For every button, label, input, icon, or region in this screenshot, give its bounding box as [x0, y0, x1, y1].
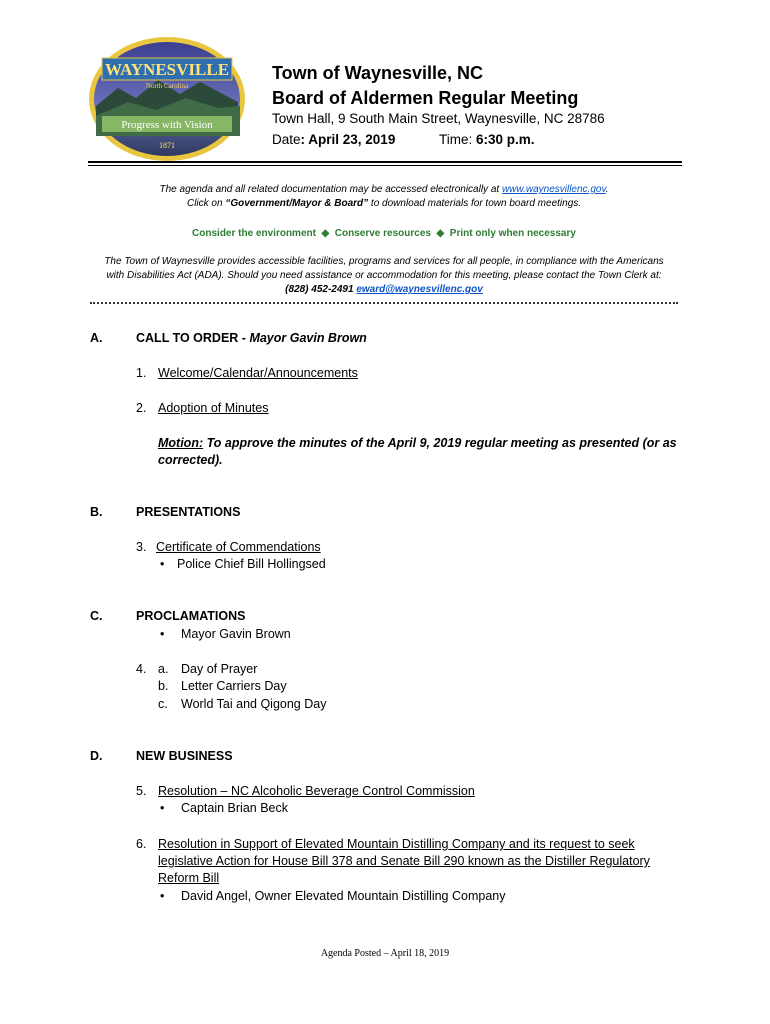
item-5: Resolution – NC Alcoholic Beverage Control Commission	[158, 784, 475, 798]
item-1-num: 1.	[136, 366, 147, 380]
bullet-icon: •	[160, 889, 165, 903]
item-6-num: 6.	[136, 837, 147, 851]
item-3-sub: Police Chief Bill Hollingsed	[177, 557, 326, 571]
meeting-address: Town Hall, 9 South Main Street, Waynesville, NC 28786	[272, 111, 605, 126]
access-notice	[90, 183, 678, 211]
notice-click-text: Click on	[186, 198, 226, 209]
website-link[interactable]: www.waynesvillenc.gov	[501, 184, 606, 195]
notice-text: The agenda and all related documentation may be accessed electronically at	[159, 184, 502, 195]
item-4b-label: b.	[158, 679, 169, 693]
item-1: Welcome/Calendar/Announcements	[158, 366, 358, 380]
section-c-heading: PROCLAMATIONS	[136, 609, 246, 623]
environment-note	[90, 228, 678, 239]
motion-label: Motion:	[158, 436, 204, 450]
item-4-num: 4.	[136, 662, 147, 676]
time-label: Time:	[439, 132, 473, 147]
ada-line-1: The Town of Waynesville provides accessible facilities, programs and services for all people, in compliance with the Americans	[104, 256, 664, 267]
section-d-heading: NEW BUSINESS	[136, 749, 233, 763]
item-5-sub: Captain Brian Beck	[181, 801, 289, 815]
diamond-icon: ◆	[436, 228, 445, 239]
item-3: Certificate of Commendations	[156, 540, 321, 554]
item-4c-label: c.	[158, 697, 168, 711]
logo-motto: Progress with Vision	[121, 119, 213, 131]
bullet-icon: •	[160, 557, 165, 571]
notice-download-text: to download materials for town board meetings.	[368, 198, 582, 209]
section-a-letter: A.	[90, 331, 103, 345]
section-b-heading: PRESENTATIONS	[136, 505, 241, 519]
item-4c: World Tai and Qigong Day	[181, 697, 327, 711]
item-6-line-1: Resolution in Support of Elevated Mountain Distilling Company and its request to seek	[158, 837, 635, 851]
notice-period: .	[605, 184, 609, 195]
motion-body: To approve the minutes of the April 9, 2019 regular meeting as presented (or as corrected).	[158, 436, 677, 467]
header-rule-thick	[88, 161, 682, 163]
item-4a-label: a.	[158, 662, 169, 676]
logo-year: 1871	[159, 141, 175, 150]
agenda-posted-footer: Agenda Posted – April 18, 2019	[320, 948, 450, 959]
env-print: Print only when necessary	[449, 228, 576, 239]
notice-separator	[90, 302, 678, 304]
clerk-phone: (828) 452-2491	[285, 284, 357, 295]
date-label: Date	[272, 132, 301, 147]
page-title: Town of Waynesville, NC	[272, 63, 484, 83]
item-6-line-2: legislative Action for House Bill 378 and Senate Bill 290 known as the Distiller Regulatory	[158, 854, 650, 868]
item-5-num: 5.	[136, 784, 147, 798]
bullet-icon: •	[160, 627, 165, 641]
clerk-email-link[interactable]: eward@waynesvillenc.gov	[356, 284, 483, 295]
time-block	[439, 132, 535, 147]
item-3-num: 3.	[136, 540, 147, 554]
item-4b: Letter Carriers Day	[181, 679, 287, 693]
ada-notice	[90, 255, 678, 297]
item-6-line-3: Reform Bill	[158, 871, 220, 885]
bullet-icon: •	[160, 801, 165, 815]
motion-text	[158, 435, 688, 469]
section-c-sub: Mayor Gavin Brown	[181, 627, 291, 641]
logo-name: WAYNESVILLE	[104, 60, 230, 79]
logo-state: North Carolina	[145, 82, 189, 90]
date-value: : April 23, 2019	[300, 132, 396, 147]
section-c-letter: C.	[90, 609, 103, 623]
meeting-date-time	[272, 132, 535, 147]
section-d-letter: D.	[90, 749, 103, 763]
item-6-sub: David Angel, Owner Elevated Mountain Distilling Company	[181, 889, 506, 903]
item-2-num: 2.	[136, 401, 147, 415]
ada-line-2: with Disabilities Act (ADA). Should you need assistance or accommodation for this meeting, please contact the Town Clerk at:	[106, 270, 662, 281]
env-consider: Consider the environment	[192, 228, 316, 239]
notice-menu-path: “Government/Mayor & Board”	[225, 198, 369, 209]
env-conserve: Conserve resources	[334, 228, 431, 239]
time-value: 6:30 p.m.	[476, 132, 535, 147]
section-a-heading	[136, 331, 367, 345]
town-logo	[88, 36, 246, 162]
item-4a: Day of Prayer	[181, 662, 258, 676]
item-2: Adoption of Minutes	[158, 401, 269, 415]
section-b-letter: B.	[90, 505, 103, 519]
page-subtitle: Board of Aldermen Regular Meeting	[272, 88, 579, 108]
diamond-icon: ◆	[321, 228, 330, 239]
section-a-presider: Mayor Gavin Brown	[249, 331, 367, 345]
section-a-title: CALL TO ORDER -	[136, 331, 250, 345]
header-rule-thin	[88, 165, 682, 166]
